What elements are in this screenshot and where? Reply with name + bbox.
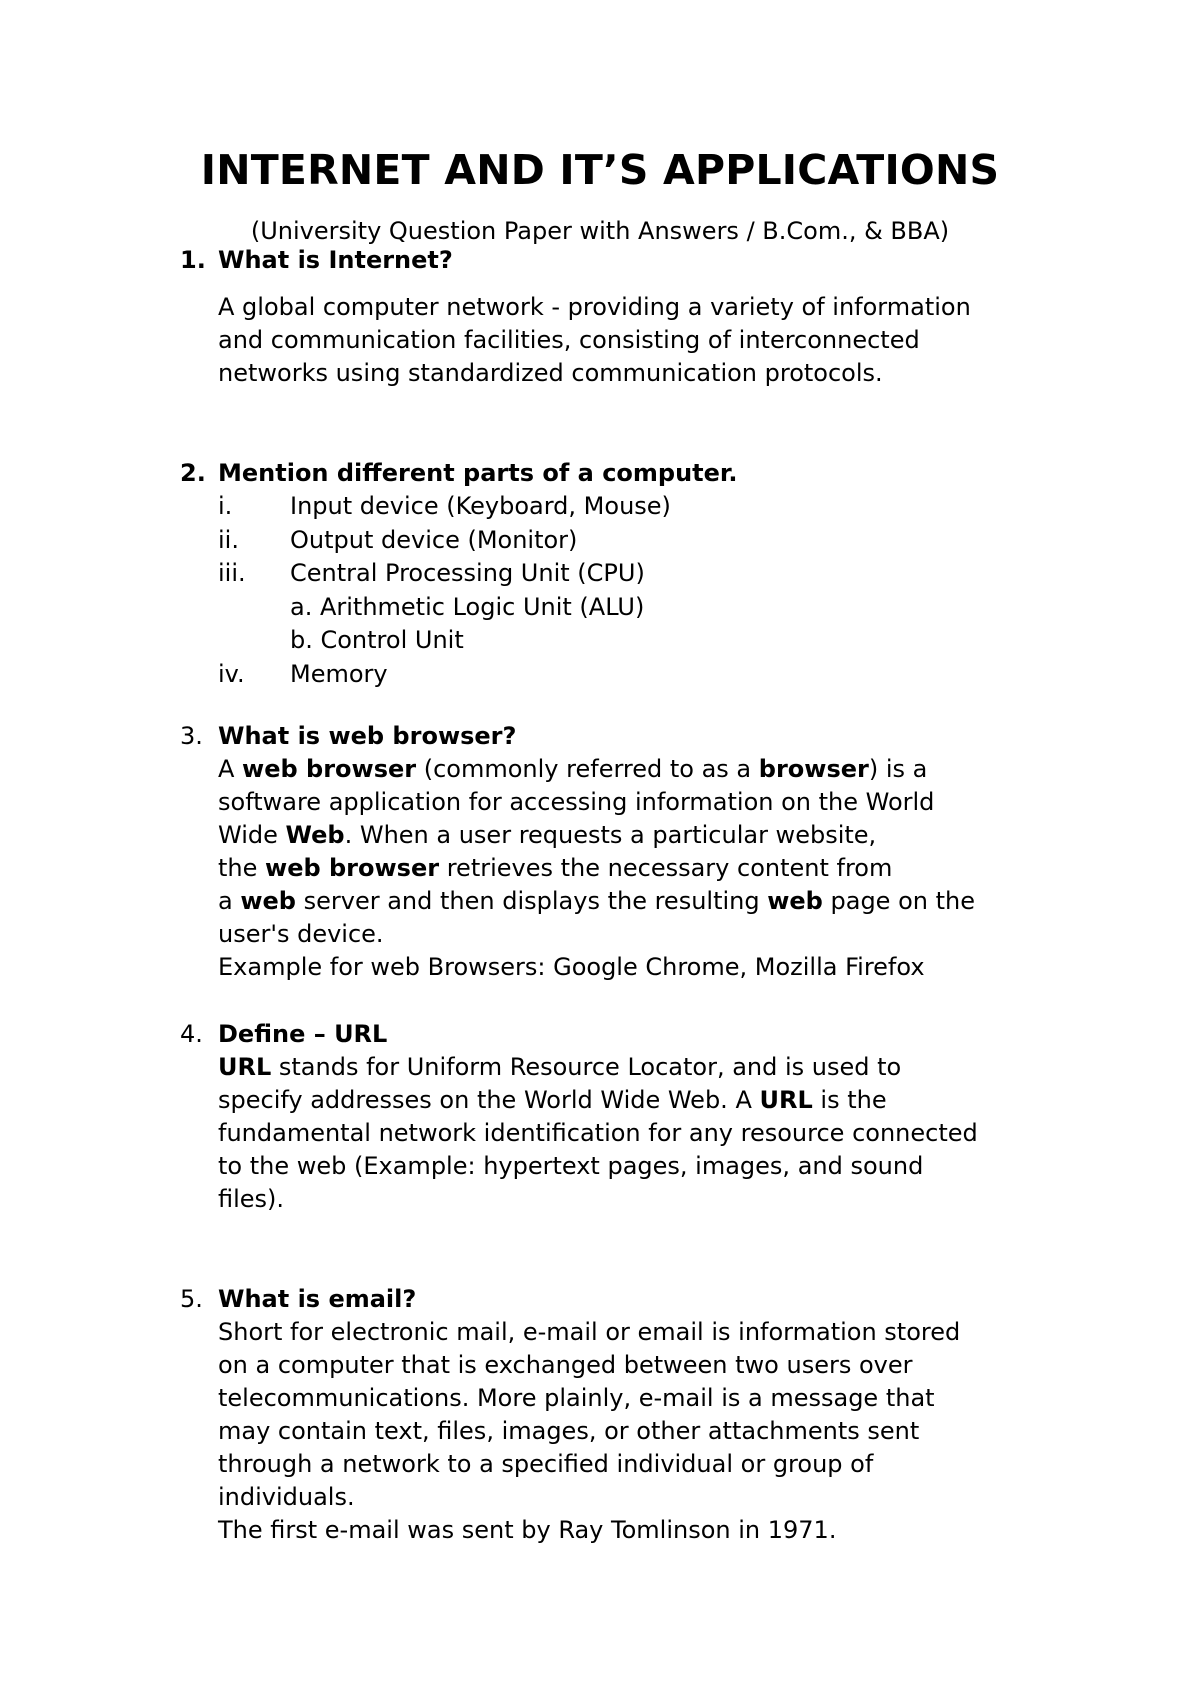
question-heading bbox=[180, 1018, 1080, 1051]
answer-line bbox=[218, 1051, 1080, 1084]
answer-line: on a computer that is exchanged between two users over bbox=[218, 1351, 913, 1379]
bold-term: Web bbox=[285, 821, 345, 849]
bold-term: web bbox=[240, 887, 296, 915]
text-run: the bbox=[218, 854, 266, 882]
list-text: Central Processing Unit (CPU) bbox=[290, 559, 645, 587]
bold-term: browser bbox=[758, 755, 869, 783]
question-3 bbox=[180, 720, 1080, 984]
document-subtitle: (University Question Paper with Answers / B.Com., & BBA) bbox=[250, 217, 950, 245]
answer-text bbox=[180, 291, 1080, 390]
list-marker: i. bbox=[218, 492, 233, 520]
answer-line bbox=[218, 852, 1080, 885]
answer-line: to the web (Example: hypertext pages, images, and sound bbox=[218, 1152, 924, 1180]
question-title: Define – URL bbox=[218, 1020, 388, 1048]
question-2 bbox=[180, 457, 1080, 691]
answer-line: user's device. bbox=[218, 920, 384, 948]
answer-line: telecommunications. More plainly, e-mail is a message that bbox=[218, 1384, 935, 1412]
list-item bbox=[180, 557, 1080, 591]
list-item bbox=[180, 524, 1080, 558]
answer-line: and communication facilities, consisting of interconnected bbox=[218, 326, 920, 354]
question-heading bbox=[180, 1283, 1080, 1316]
bold-term: web browser bbox=[265, 854, 440, 882]
list-marker: iii. bbox=[218, 559, 246, 587]
question-title: What is email? bbox=[218, 1285, 417, 1313]
document-title: INTERNET AND IT’S APPLICATIONS bbox=[200, 146, 1000, 194]
list-text: Output device (Monitor) bbox=[290, 525, 578, 554]
sub-list-item: a. Arithmetic Logic Unit (ALU) bbox=[290, 592, 645, 621]
sub-list-item: b. Control Unit bbox=[290, 626, 464, 654]
answer-text bbox=[180, 753, 1080, 984]
answer-line: networks using standardized communication protocols. bbox=[218, 359, 883, 387]
answer-line: fundamental network identification for any resource connected bbox=[218, 1119, 978, 1147]
question-heading bbox=[180, 457, 1080, 490]
question-title: What is Internet? bbox=[218, 246, 453, 274]
question-number: 3. bbox=[180, 722, 203, 750]
text-run: ) is a bbox=[868, 755, 928, 783]
question-number: 2. bbox=[180, 459, 206, 487]
list-marker: iv. bbox=[218, 659, 245, 688]
question-title: What is web browser? bbox=[218, 722, 517, 750]
question-5 bbox=[180, 1283, 1080, 1547]
list-item bbox=[180, 658, 1080, 692]
text-run: page on the bbox=[822, 887, 975, 915]
question-heading bbox=[180, 244, 1080, 277]
bold-term: web bbox=[767, 887, 823, 915]
answer-line: The first e-mail was sent by Ray Tomlinson in 1971. bbox=[218, 1516, 837, 1544]
text-run: stands for Uniform Resource Locator, and is used to bbox=[271, 1053, 902, 1081]
question-number: 1. bbox=[180, 246, 206, 274]
text-run: server and then displays the resulting bbox=[295, 887, 768, 915]
answer-line: may contain text, files, images, or other attachments sent bbox=[218, 1417, 920, 1445]
answer-text bbox=[180, 1316, 1080, 1547]
text-run: specify addresses on the World Wide Web. A bbox=[218, 1086, 760, 1114]
list-text: Input device (Keyboard, Mouse) bbox=[290, 492, 671, 520]
answer-line: A global computer network - providing a variety of information bbox=[218, 293, 971, 321]
text-run: A bbox=[218, 755, 243, 783]
answer-line: through a network to a specified individual or group of bbox=[218, 1450, 874, 1478]
answer-line: software application for accessing information on the World bbox=[218, 788, 935, 816]
question-number: 5. bbox=[180, 1285, 203, 1313]
answer-line: files). bbox=[218, 1185, 285, 1213]
answer-line bbox=[218, 819, 1080, 852]
answer-line: individuals. bbox=[218, 1483, 355, 1511]
text-run: Wide bbox=[218, 821, 286, 849]
question-4 bbox=[180, 1018, 1080, 1216]
bold-term: URL bbox=[218, 1053, 272, 1081]
question-1 bbox=[180, 244, 1080, 390]
answer-line: Example for web Browsers: Google Chrome, Mozilla Firefox bbox=[218, 953, 925, 981]
text-run: (commonly referred to as a bbox=[416, 755, 759, 783]
bold-term: URL bbox=[759, 1086, 813, 1114]
answer-line bbox=[218, 753, 1080, 786]
text-run: is the bbox=[812, 1086, 887, 1114]
answer-text bbox=[180, 1051, 1080, 1216]
text-run: . When a user requests a particular website, bbox=[344, 821, 877, 849]
question-title: Mention different parts of a computer. bbox=[218, 459, 738, 487]
bold-term: web browser bbox=[242, 755, 417, 783]
answer-line bbox=[218, 885, 1080, 918]
list-item bbox=[180, 490, 1080, 524]
text-run: retrieves the necessary content from bbox=[439, 854, 893, 882]
text-run: a bbox=[218, 887, 241, 915]
question-heading bbox=[180, 720, 1080, 753]
answer-line bbox=[218, 1084, 1080, 1117]
computer-parts-list bbox=[180, 490, 1080, 691]
answer-line: Short for electronic mail, e-mail or email is information stored bbox=[218, 1318, 961, 1346]
list-marker: ii. bbox=[218, 525, 239, 554]
list-text: Memory bbox=[290, 659, 388, 688]
question-number: 4. bbox=[180, 1020, 203, 1048]
